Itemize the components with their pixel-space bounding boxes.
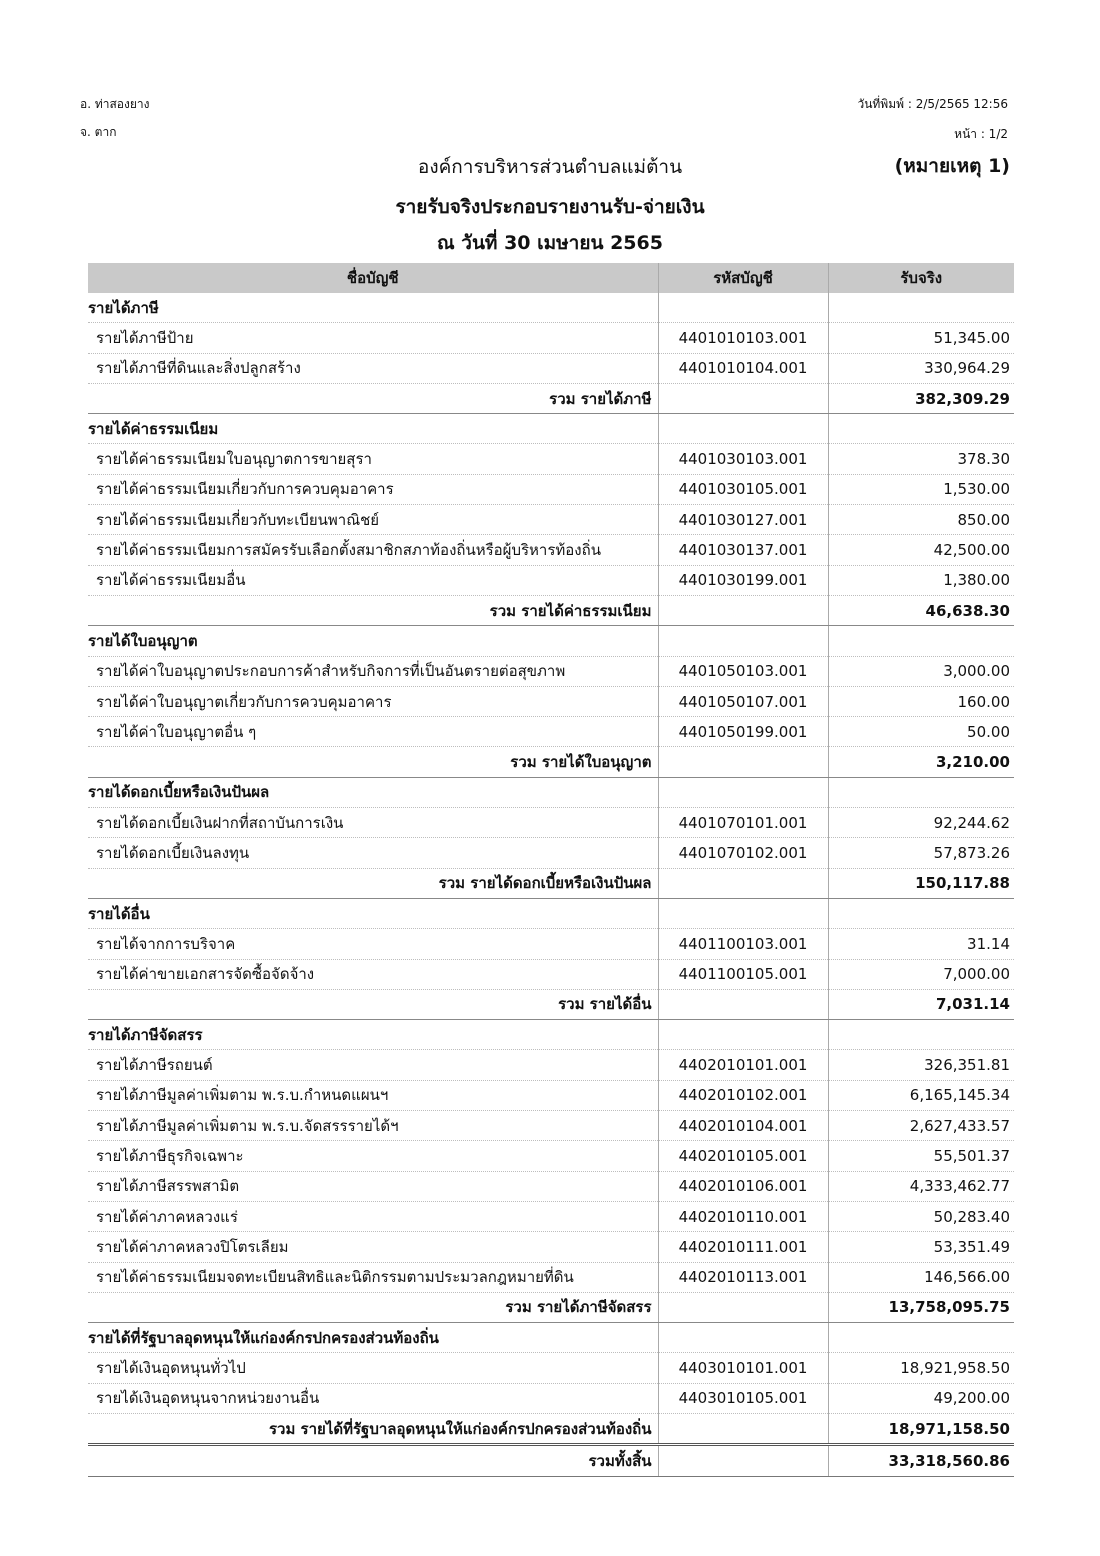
table-row-item [88, 1201, 1014, 1231]
account-code-cell [658, 595, 828, 625]
table-row-item [88, 959, 1014, 989]
account-code-cell: 4402010104.001 [658, 1111, 828, 1141]
account-code-cell [658, 747, 828, 777]
page-number: หน้า : 1/2 [954, 127, 1008, 141]
amount-cell [828, 626, 1014, 656]
account-code-cell: 4401030199.001 [658, 565, 828, 595]
account-name-cell: รายได้ใบอนุญาต [88, 626, 658, 656]
account-code-cell: 4401100105.001 [658, 959, 828, 989]
account-code-cell: 4401030105.001 [658, 474, 828, 504]
amount-cell: 6,165,145.34 [828, 1080, 1014, 1110]
amount-cell: 18,921,958.50 [828, 1353, 1014, 1383]
table-row-item [88, 505, 1014, 535]
account-code-cell: 4402010102.001 [658, 1080, 828, 1110]
amount-cell: 49,200.00 [828, 1383, 1014, 1413]
table-row-subtotal [88, 747, 1014, 777]
table-row-item [88, 323, 1014, 353]
table-row-item [88, 353, 1014, 383]
table-row-item [88, 1262, 1014, 1292]
account-name-cell: รวม รายได้อื่น [88, 989, 658, 1019]
table-row-group [88, 898, 1014, 928]
amount-cell: 1,380.00 [828, 565, 1014, 595]
column-header-amount: รับจริง [828, 263, 1014, 293]
amount-cell: 46,638.30 [828, 595, 1014, 625]
amount-cell: 50.00 [828, 717, 1014, 747]
table-row-item [88, 1141, 1014, 1171]
amount-cell [828, 1323, 1014, 1353]
table-row-item [88, 1171, 1014, 1201]
amount-cell: 55,501.37 [828, 1141, 1014, 1171]
table-row-subtotal [88, 383, 1014, 413]
account-name-cell: รายได้อื่น [88, 898, 658, 928]
province-label: จ. ตาก [80, 125, 117, 139]
account-code-cell [658, 383, 828, 413]
organization-name: องค์การบริหารส่วนตำบลแม่ต้าน [417, 156, 683, 178]
amount-cell [828, 898, 1014, 928]
account-name-cell: รายได้ภาษีป้าย [88, 323, 658, 353]
account-name-cell: รายได้ค่าธรรมเนียมใบอนุญาตการขายสุรา [88, 444, 658, 474]
amount-cell: 50,283.40 [828, 1201, 1014, 1231]
amount-cell: 1,530.00 [828, 474, 1014, 504]
account-code-cell: 4402010105.001 [658, 1141, 828, 1171]
account-name-cell: รายได้ภาษีสรรพสามิต [88, 1171, 658, 1201]
account-name-cell: รวมทั้งสิ้น [88, 1445, 658, 1476]
account-name-cell: รายได้เงินอุดหนุนทั่วไป [88, 1353, 658, 1383]
account-name-cell: รายได้ค่าภาคหลวงปิโตรเลียม [88, 1232, 658, 1262]
account-code-cell [658, 898, 828, 928]
amount-cell: 378.30 [828, 444, 1014, 474]
account-name-cell: รายได้ค่าธรรมเนียมการสมัครรับเลือกตั้งสมาชิกสภาท้องถิ่นหรือผู้บริหารท้องถิ่น [88, 535, 658, 565]
account-code-cell: 4401010104.001 [658, 353, 828, 383]
account-code-cell [658, 777, 828, 807]
account-code-cell [658, 1292, 828, 1322]
account-code-cell: 4402010111.001 [658, 1232, 828, 1262]
table-row-subtotal [88, 989, 1014, 1019]
account-name-cell: รายได้ค่าธรรมเนียมเกี่ยวกับการควบคุมอาคาร [88, 474, 658, 504]
account-code-cell: 4401050107.001 [658, 686, 828, 716]
amount-cell: 33,318,560.86 [828, 1445, 1014, 1476]
amount-cell: 42,500.00 [828, 535, 1014, 565]
account-name-cell: รวม รายได้ภาษี [88, 383, 658, 413]
account-code-cell: 4402010106.001 [658, 1171, 828, 1201]
table-row-item [88, 1080, 1014, 1110]
table-row-item [88, 1383, 1014, 1413]
account-code-cell: 4403010105.001 [658, 1383, 828, 1413]
account-code-cell: 4401050103.001 [658, 656, 828, 686]
account-code-cell [658, 868, 828, 898]
account-name-cell: รายได้ค่าใบอนุญาตเกี่ยวกับการควบคุมอาคาร [88, 686, 658, 716]
account-name-cell: รายได้จากการบริจาค [88, 929, 658, 959]
amount-cell: 7,000.00 [828, 959, 1014, 989]
account-name-cell: รายได้ค่าธรรมเนียมเกี่ยวกับทะเบียนพาณิชย์ [88, 505, 658, 535]
table-row-subtotal [88, 595, 1014, 625]
account-name-cell: รายได้ดอกเบี้ยเงินฝากที่สถาบันการเงิน [88, 808, 658, 838]
account-code-cell [658, 1413, 828, 1444]
amount-cell: 146,566.00 [828, 1262, 1014, 1292]
account-code-cell [658, 1323, 828, 1353]
account-code-cell [658, 1445, 828, 1476]
account-name-cell: รายได้ภาษีที่ดินและสิ่งปลูกสร้าง [88, 353, 658, 383]
account-name-cell: รายได้เงินอุดหนุนจากหน่วยงานอื่น [88, 1383, 658, 1413]
amount-cell: 51,345.00 [828, 323, 1014, 353]
account-name-cell: รายได้ดอกเบี้ยหรือเงินปันผล [88, 777, 658, 807]
account-code-cell [658, 1020, 828, 1050]
account-name-cell: รายได้ค่าใบอนุญาตประกอบการค้าสำหรับกิจการที่เป็นอันตรายต่อสุขภาพ [88, 656, 658, 686]
account-code-cell: 4401070102.001 [658, 838, 828, 868]
table-row-group [88, 414, 1014, 444]
table-row-item [88, 717, 1014, 747]
amount-cell [828, 1020, 1014, 1050]
account-code-cell [658, 989, 828, 1019]
account-name-cell: รายได้ภาษีธุรกิจเฉพาะ [88, 1141, 658, 1171]
table-row-item [88, 838, 1014, 868]
account-code-cell: 4401030127.001 [658, 505, 828, 535]
account-name-cell: รายได้ภาษีรถยนต์ [88, 1050, 658, 1080]
amount-cell: 330,964.29 [828, 353, 1014, 383]
account-name-cell: รวม รายได้ค่าธรรมเนียม [88, 595, 658, 625]
note-reference: (หมายเหตุ 1) [894, 155, 1010, 177]
account-name-cell: รายได้ภาษีจัดสรร [88, 1020, 658, 1050]
table-row-group [88, 293, 1014, 323]
amount-cell: 53,351.49 [828, 1232, 1014, 1262]
account-name-cell: รวม รายได้ภาษีจัดสรร [88, 1292, 658, 1322]
amount-cell: 3,000.00 [828, 656, 1014, 686]
table-row-item [88, 1111, 1014, 1141]
table-row-item [88, 1050, 1014, 1080]
account-name-cell: รายได้ค่าภาคหลวงแร่ [88, 1201, 658, 1231]
table-row-group [88, 1323, 1014, 1353]
amount-cell: 4,333,462.77 [828, 1171, 1014, 1201]
account-code-cell [658, 626, 828, 656]
account-name-cell: รายได้ดอกเบี้ยเงินลงทุน [88, 838, 658, 868]
account-name-cell: รายได้ค่าใบอนุญาตอื่น ๆ [88, 717, 658, 747]
print-date: วันที่พิมพ์ : 2/5/2565 12:56 [857, 97, 1008, 111]
district-label: อ. ท่าสองยาง [80, 97, 150, 111]
account-name-cell: รายได้ค่าธรรมเนียม [88, 414, 658, 444]
account-code-cell [658, 414, 828, 444]
table-row-group [88, 1020, 1014, 1050]
table-body [88, 293, 1014, 1476]
table-row-item [88, 565, 1014, 595]
table-row-subtotal [88, 1292, 1014, 1322]
table-row-item [88, 474, 1014, 504]
account-code-cell: 4401030103.001 [658, 444, 828, 474]
account-code-cell: 4402010101.001 [658, 1050, 828, 1080]
amount-cell [828, 293, 1014, 323]
account-name-cell: รายได้ที่รัฐบาลอุดหนุนให้แก่องค์กรปกครองส่วนท้องถิ่น [88, 1323, 658, 1353]
table-row-grand [88, 1445, 1014, 1476]
account-code-cell: 4401030137.001 [658, 535, 828, 565]
account-name-cell: รวม รายได้ที่รัฐบาลอุดหนุนให้แก่องค์กรปกครองส่วนท้องถิ่น [88, 1413, 658, 1444]
table-row-item [88, 535, 1014, 565]
amount-cell: 31.14 [828, 929, 1014, 959]
amount-cell: 18,971,158.50 [828, 1413, 1014, 1444]
table-row-item [88, 656, 1014, 686]
table-row-subtotal [88, 1413, 1014, 1444]
amount-cell: 3,210.00 [828, 747, 1014, 777]
table-row-item [88, 1232, 1014, 1262]
table-row-group [88, 626, 1014, 656]
account-code-cell: 4401010103.001 [658, 323, 828, 353]
account-name-cell: รวม รายได้ใบอนุญาต [88, 747, 658, 777]
amount-cell: 326,351.81 [828, 1050, 1014, 1080]
table-row-item [88, 1353, 1014, 1383]
account-code-cell: 4402010113.001 [658, 1262, 828, 1292]
amount-cell: 2,627,433.57 [828, 1111, 1014, 1141]
amount-cell: 13,758,095.75 [828, 1292, 1014, 1322]
table-row-item [88, 686, 1014, 716]
table-row-item [88, 929, 1014, 959]
account-code-cell [658, 293, 828, 323]
column-header-code: รหัสบัญชี [658, 263, 828, 293]
amount-cell: 382,309.29 [828, 383, 1014, 413]
amount-cell: 850.00 [828, 505, 1014, 535]
account-code-cell: 4403010101.001 [658, 1353, 828, 1383]
revenue-table [88, 263, 1014, 1477]
table-row-subtotal [88, 868, 1014, 898]
amount-cell: 7,031.14 [828, 989, 1014, 1019]
account-name-cell: รายได้ค่าขายเอกสารจัดซื้อจัดจ้าง [88, 959, 658, 989]
account-name-cell: รายได้ค่าธรรมเนียมอื่น [88, 565, 658, 595]
table-row-item [88, 444, 1014, 474]
account-code-cell: 4402010110.001 [658, 1201, 828, 1231]
amount-cell: 92,244.62 [828, 808, 1014, 838]
account-name-cell: รวม รายได้ดอกเบี้ยหรือเงินปันผล [88, 868, 658, 898]
report-date: ณ วันที่ 30 เมษายน 2565 [437, 232, 663, 254]
amount-cell [828, 777, 1014, 807]
amount-cell: 160.00 [828, 686, 1014, 716]
amount-cell [828, 414, 1014, 444]
account-code-cell: 4401050199.001 [658, 717, 828, 747]
account-name-cell: รายได้ภาษี [88, 293, 658, 323]
amount-cell: 150,117.88 [828, 868, 1014, 898]
column-header-name: ชื่อบัญชี [88, 263, 658, 293]
table-row-group [88, 777, 1014, 807]
account-name-cell: รายได้ค่าธรรมเนียมจดทะเบียนสิทธิและนิติกรรมตามประมวลกฎหมายที่ดิน [88, 1262, 658, 1292]
account-name-cell: รายได้ภาษีมูลค่าเพิ่มตาม พ.ร.บ.กำหนดแผนฯ [88, 1080, 658, 1110]
report-title: รายรับจริงประกอบรายงานรับ-จ่ายเงิน [395, 196, 705, 218]
account-code-cell: 4401100103.001 [658, 929, 828, 959]
account-code-cell: 4401070101.001 [658, 808, 828, 838]
amount-cell: 57,873.26 [828, 838, 1014, 868]
table-row-item [88, 808, 1014, 838]
table-header-row [88, 263, 1014, 293]
account-name-cell: รายได้ภาษีมูลค่าเพิ่มตาม พ.ร.บ.จัดสรรรายได้ฯ [88, 1111, 658, 1141]
